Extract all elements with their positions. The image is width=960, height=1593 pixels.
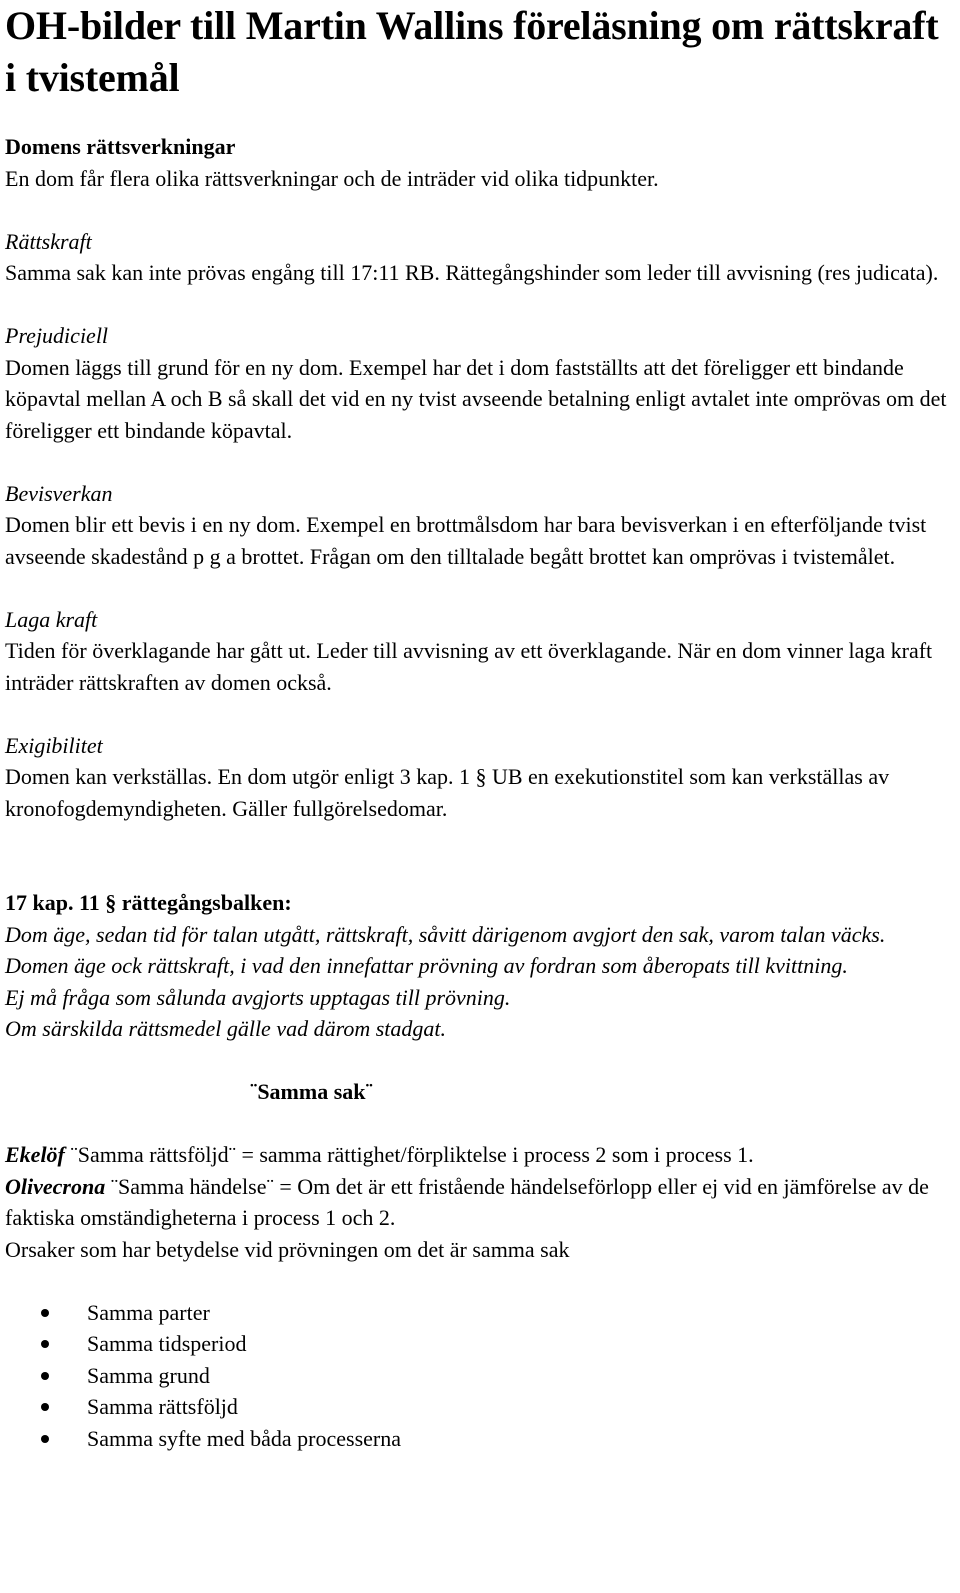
list-item-text: Samma grund	[87, 1362, 210, 1388]
law-quote	[5, 887, 955, 1045]
spacer	[5, 824, 955, 887]
section-body: Tiden för överklagande har gått ut. Leder till avvisning av ett överklagande. När en dom vinner laga kraft inträder rättskraften av domen också.	[5, 638, 933, 695]
definition-text: ¨Samma händelse¨ = Om det är ett fristående händelseförlopp eller ej vid en jämförelse av de faktiska omständigheterna i process 1 och 2.	[5, 1173, 929, 1230]
section-domens-rattsverkningar	[5, 131, 955, 194]
spacer	[5, 572, 955, 604]
list-item	[5, 1297, 955, 1329]
author-name: Ekelöf	[5, 1142, 65, 1167]
section-body: Domen läggs till grund för en ny dom. Exempel har det i dom fastställts att det föreligger ett bindande köpavtal mellan A och B så skall det vid en ny tvist avseende betalning enligt avtalet inte omprövas om det föreligger ett bindande köpavtal.	[5, 354, 947, 443]
bullet-icon	[41, 1340, 49, 1348]
section-prejudiciell	[5, 320, 955, 446]
law-line: Dom äge, sedan tid för talan utgått, rättskraft, såvitt därigenom avgjort den sak, varom talan väcks.	[5, 921, 886, 947]
section-heading: Prejudiciell	[5, 323, 109, 348]
section-exigibilitet	[5, 730, 955, 825]
bullet-icon	[41, 1435, 49, 1443]
spacer	[5, 1265, 955, 1297]
section-heading: Exigibilitet	[5, 732, 103, 758]
list-item	[5, 1391, 955, 1423]
bullet-icon	[41, 1403, 49, 1411]
section-body: Domen blir ett bevis i en ny dom. Exempel en brottmålsdom har bara bevisverkan i en efterföljande tvist avseende skadestånd p g a brottet. Frågan om den tilltalade begått brottet kan omprövas i tvistemålet.	[5, 512, 927, 569]
list-item	[5, 1423, 955, 1455]
criteria-list	[5, 1297, 955, 1455]
criteria-intro: Orsaker som har betydelse vid prövningen om det är samma sak	[5, 1236, 570, 1262]
spacer	[5, 289, 955, 321]
section-heading: Rättskraft	[5, 228, 92, 254]
spacer	[5, 698, 955, 730]
law-line: Domen äge ock rättskraft, i vad den innefattar prövning av fordran som åberopats till kvittning.	[5, 953, 848, 978]
bullet-icon	[41, 1372, 49, 1380]
law-line: Om särskilda rättsmedel gälle vad därom stadgat.	[5, 1016, 446, 1041]
spacer	[5, 104, 955, 131]
page-title: OH-bilder till Martin Wallins föreläsning om rättskraft i tvistemål	[5, 3, 939, 100]
list-item	[5, 1328, 955, 1360]
section-body: En dom får flera olika rättsverkningar och de inträder vid olika tidpunkter.	[5, 165, 659, 191]
spacer	[5, 1108, 955, 1140]
section-laga-kraft	[5, 604, 955, 699]
spacer	[5, 446, 955, 478]
section-heading: Domens rättsverkningar	[5, 134, 236, 159]
list-item-text: Samma parter	[87, 1299, 210, 1325]
spacer	[5, 1045, 955, 1077]
samma-sak-heading: ¨Samma sak¨	[250, 1079, 373, 1104]
spacer	[5, 194, 955, 226]
definition-text: ¨Samma rättsföljd¨ = samma rättighet/förpliktelse i process 2 som i process 1.	[64, 1142, 754, 1167]
law-line: Ej må fråga som sålunda avgjorts upptagas till prövning.	[5, 984, 511, 1010]
olivecrona-definition	[5, 1171, 955, 1234]
section-bevisverkan	[5, 478, 955, 573]
section-heading: Bevisverkan	[5, 480, 113, 506]
section-heading: Laga kraft	[5, 606, 98, 632]
list-item	[5, 1360, 955, 1392]
author-name: Olivecrona	[5, 1173, 106, 1199]
section-rattskraft	[5, 226, 955, 289]
list-item-text: Samma tidsperiod	[87, 1331, 247, 1356]
ekelof-definition	[5, 1139, 955, 1171]
section-body: Domen kan verkställas. En dom utgör enligt 3 kap. 1 § UB en exekutionstitel som kan verkställas av kronofogdemyndigheten. Gäller fullgörelsedomar.	[5, 764, 890, 821]
bullet-icon	[41, 1309, 49, 1317]
list-item-text: Samma syfte med båda processerna	[87, 1425, 401, 1451]
document-page	[5, 0, 955, 1454]
law-heading: 17 kap. 11 § rättegångsbalken:	[5, 890, 292, 915]
list-item-text: Samma rättsföljd	[87, 1394, 238, 1419]
section-body: Samma sak kan inte prövas engång till 17:11 RB. Rättegångshinder som leder till avvisning (res judicata).	[5, 260, 939, 285]
